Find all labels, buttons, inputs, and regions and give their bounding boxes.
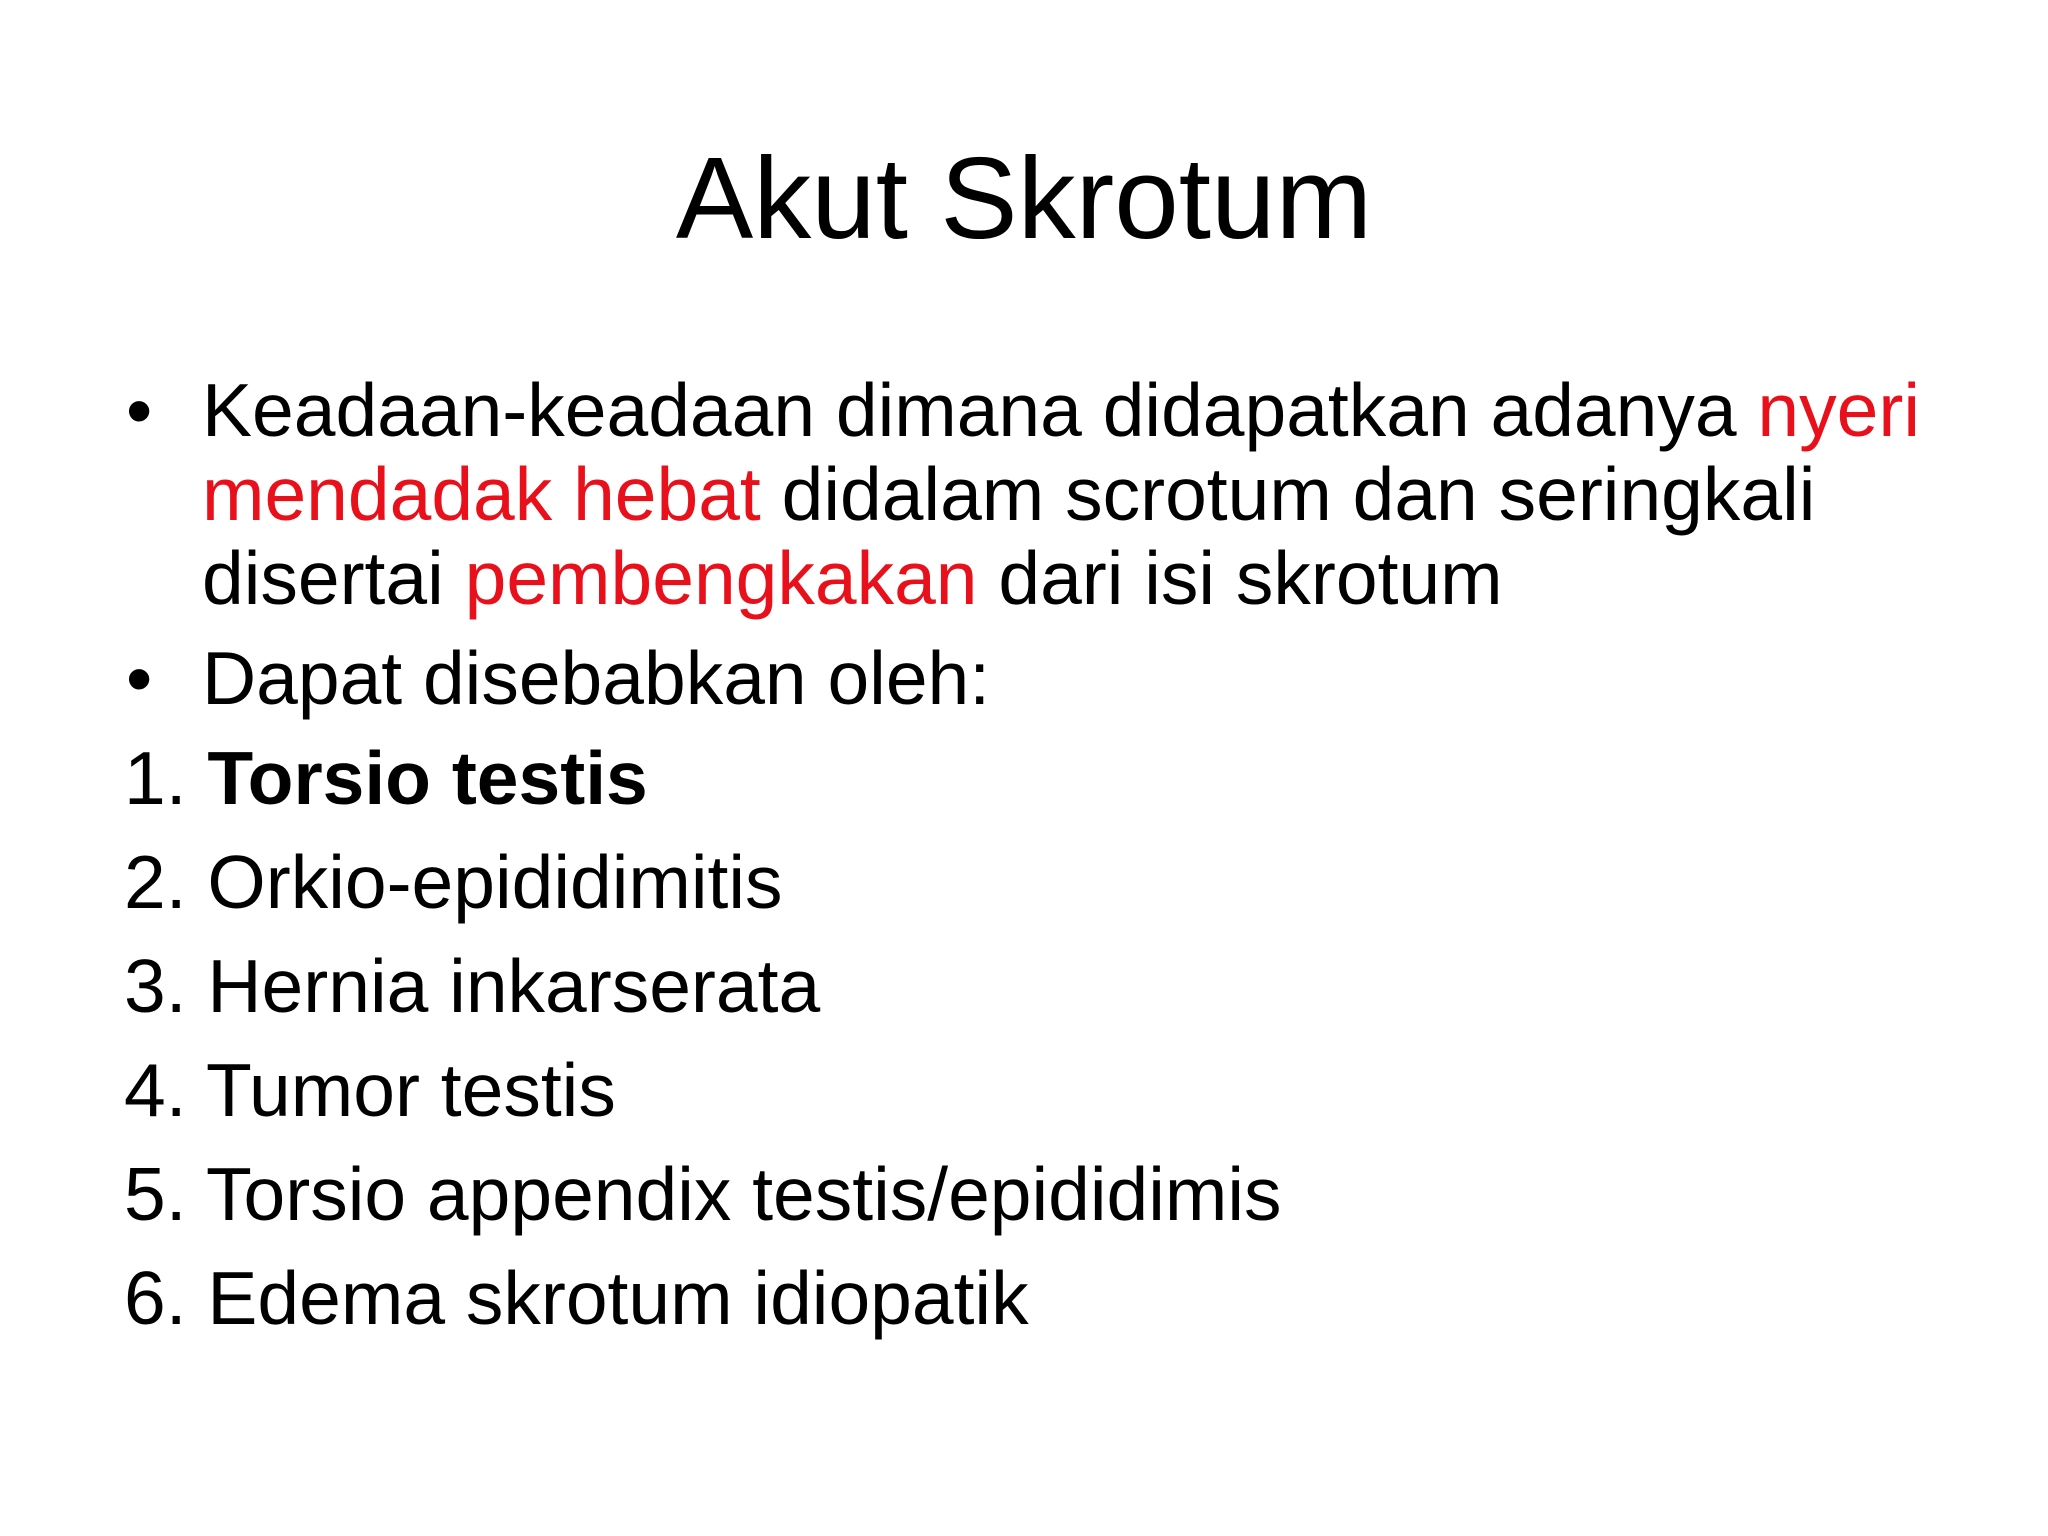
list-item [124,1152,1984,1256]
list-item-label: Torsio testis [207,736,648,820]
list-item [124,840,1984,944]
list-item-label: Hernia inkarserata [207,944,821,1028]
highlight-text-pembengkakan: pembengkakan [464,536,978,620]
list-item-number: 3. [124,944,208,1028]
bullet-icon: • [126,636,153,720]
bullet-text-segment: Keadaan-keadaan dimana didapatkan adanya [202,368,1758,452]
slide-title: Akut Skrotum [675,133,1373,263]
list-item [124,736,1984,840]
slide-body [124,368,1984,1360]
list-item [124,1048,1984,1152]
list-item [124,944,1984,1048]
list-item-number: 4. [124,1048,207,1132]
list-item-number: 1. [124,736,208,820]
bullet-item [124,368,1984,620]
bullet-text-segment: didalam scrotum dan seringkali disertai [202,452,1816,620]
list-item-label: Edema skrotum idiopatik [207,1256,1029,1340]
bullet-text-segment: Dapat disebabkan oleh: [202,636,991,720]
bullet-text-segment: dari isi skrotum [977,536,1503,620]
list-item-number: 5. [124,1152,207,1236]
list-item-number: 2. [124,840,208,924]
highlight-text-nyeri: nyeri mendadak hebat [202,368,1920,536]
bullet-item [124,636,1984,720]
numbered-list [124,736,1984,1360]
list-item-label: Orkio-epididimitis [207,840,783,924]
list-item-number: 6. [124,1256,208,1340]
list-item-label: Torsio appendix testis/epididimis [206,1152,1282,1236]
bullet-icon: • [126,368,153,452]
list-item-label: Tumor testis [206,1048,616,1132]
list-item [124,1256,1984,1360]
